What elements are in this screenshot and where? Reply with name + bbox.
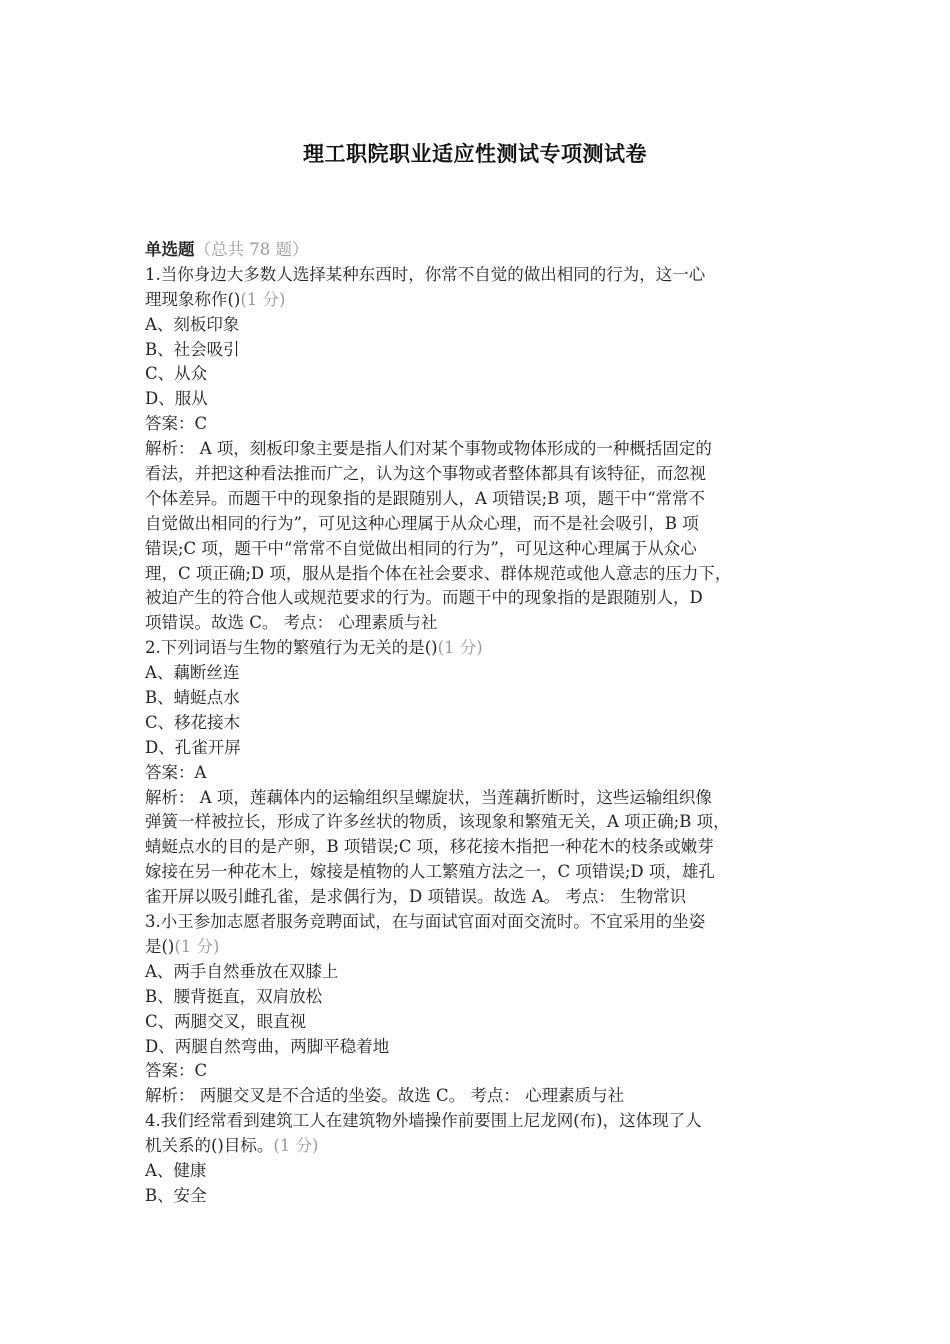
option-text: B、社会吸引 — [145, 339, 240, 359]
option-text: A、两手自然垂放在双膝上 — [145, 961, 339, 981]
option — [145, 661, 815, 686]
question-stem — [145, 910, 815, 935]
option-text: A、刻板印象 — [145, 314, 240, 334]
question-score: (1 分) — [437, 638, 483, 658]
question-stem — [145, 1134, 815, 1159]
question-stem-text: 4.我们经常看到建筑工人在建筑物外墙操作前要围上尼龙网(布)，这体现了人 — [145, 1111, 702, 1131]
option — [145, 985, 815, 1010]
section-header — [145, 238, 815, 263]
option-text: A、藕断丝连 — [145, 663, 240, 683]
section-count: （总共 78 题） — [194, 240, 309, 259]
analysis — [145, 786, 815, 811]
analysis-text: 看法，并把这种看法推而广之，认为这个事物或者整体都具有该特征，而忽视 — [145, 464, 706, 484]
question-stem — [145, 263, 815, 288]
question-stem-text: 理现象称作() — [145, 289, 241, 309]
document-body — [145, 238, 815, 1209]
analysis — [145, 810, 815, 835]
question-score: (1 分) — [273, 1136, 319, 1156]
option-text: C、移花接木 — [145, 712, 241, 732]
analysis-text: 雀开屏以吸引雌孔雀，是求偶行为，D 项错误。故选 A。 考点： 生物常识 — [145, 887, 687, 907]
option-text: A、健康 — [145, 1160, 207, 1180]
analysis-text: 弹簧一样被拉长，形成了许多丝状的物质，该现象和繁殖无关，A 项正确;B 项， — [145, 812, 730, 832]
option-text: C、两腿交叉，眼直视 — [145, 1011, 307, 1031]
question-stem-text: 3.小王参加志愿者服务竞聘面试，在与面试官面对面交流时。不宜采用的坐姿 — [145, 912, 706, 932]
question-stem-text: 1.当你身边大多数人选择某种东西时，你常不自觉的做出相同的行为，这一心 — [145, 264, 706, 284]
option — [145, 387, 815, 412]
option — [145, 711, 815, 736]
option-text: D、服从 — [145, 389, 208, 409]
answer — [145, 412, 815, 437]
option-text: D、孔雀开屏 — [145, 737, 241, 757]
analysis-text: 错误;C 项，题干中“常常不自觉做出相同的行为”，可见这种心理属于从众心 — [145, 538, 697, 558]
option — [145, 1010, 815, 1035]
option — [145, 1184, 815, 1209]
analysis-text: 解析： A 项，刻板印象主要是指人们对某个事物或物体形成的一种概括固定的 — [145, 439, 712, 459]
analysis-text: 蜻蜓点水的目的是产卵，B 项错误;C 项，移花接木指把一种花木的枝条或嫩芽 — [145, 837, 714, 857]
analysis-text: 自觉做出相同的行为”，可见这种心理属于从众心理，而不是社会吸引，B 项 — [145, 513, 699, 533]
question-score: (1 分) — [240, 289, 286, 309]
analysis — [145, 462, 815, 487]
analysis-text: 理，C 项正确;D 项，服从是指个体在社会要求、群体规范或他人意志的压力下， — [145, 563, 732, 583]
analysis-text: 项错误。故选 C。 考点： 心理素质与社 — [145, 613, 438, 633]
option-text: B、腰背挺直，双肩放松 — [145, 986, 323, 1006]
option — [145, 362, 815, 387]
answer — [145, 1059, 815, 1084]
analysis-text: 解析： 两腿交叉是不合适的坐姿。故选 C。 考点： 心理素质与社 — [145, 1086, 625, 1106]
option-text: B、安全 — [145, 1185, 207, 1205]
analysis — [145, 835, 815, 860]
analysis — [145, 885, 815, 910]
question-stem-text: 机关系的()目标。 — [145, 1136, 274, 1156]
option — [145, 960, 815, 985]
question-stem — [145, 288, 815, 313]
option — [145, 686, 815, 711]
analysis — [145, 586, 815, 611]
option — [145, 338, 815, 363]
option — [145, 1159, 815, 1184]
answer-text: 答案：A — [145, 762, 207, 782]
analysis — [145, 437, 815, 462]
answer-text: 答案：C — [145, 1061, 208, 1081]
option — [145, 736, 815, 761]
answer — [145, 761, 815, 786]
section-label: 单选题 — [145, 240, 195, 259]
analysis — [145, 537, 815, 562]
answer-text: 答案：C — [145, 414, 208, 434]
analysis — [145, 1084, 815, 1109]
analysis — [145, 562, 815, 587]
analysis-text: 被迫产生的符合他人或规范要求的行为。而题干中的现象指的是跟随别人，D — [145, 588, 703, 608]
analysis-text: 个体差异。而题干中的现象指的是跟随别人，A 项错误;B 项，题干中“常常不 — [145, 488, 706, 508]
option-text: C、从众 — [145, 364, 208, 384]
question-stem — [145, 1109, 815, 1134]
question-stem-text: 是() — [145, 936, 175, 956]
document-title: 理工职院职业适应性测试专项测试卷 — [303, 141, 647, 166]
analysis-text: 嫁接在另一种花木上，嫁接是植物的人工繁殖方法之一，C 项错误;D 项，雄孔 — [145, 862, 715, 882]
question-stem-text: 2.下列词语与生物的繁殖行为无关的是() — [145, 638, 438, 658]
analysis — [145, 487, 815, 512]
analysis — [145, 860, 815, 885]
question-stem — [145, 636, 815, 661]
analysis — [145, 512, 815, 537]
question-score: (1 分) — [174, 936, 220, 956]
option-text: B、蜻蜓点水 — [145, 688, 240, 708]
option — [145, 313, 815, 338]
question-stem — [145, 935, 815, 960]
analysis — [145, 611, 815, 636]
analysis-text: 解析： A 项，莲藕体内的运输组织呈螺旋状，当莲藕折断时，这些运输组织像 — [145, 787, 712, 807]
option — [145, 1035, 815, 1060]
option-text: D、两腿自然弯曲，两脚平稳着地 — [145, 1036, 390, 1056]
